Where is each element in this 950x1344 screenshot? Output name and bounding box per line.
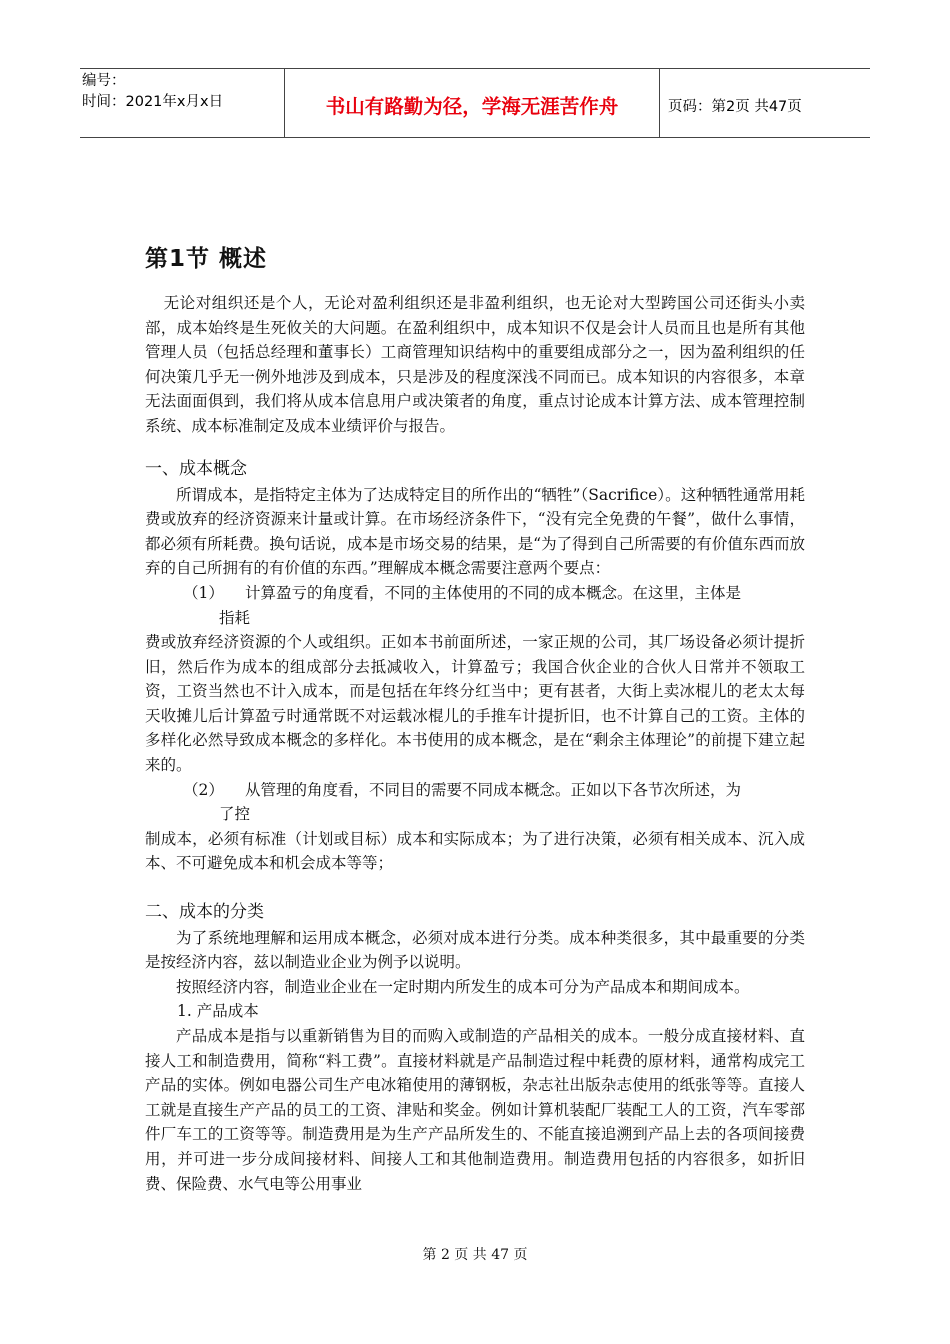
point-1-continuation: 指耗 (219, 608, 251, 627)
spacer (145, 876, 805, 900)
point-2-text: 从管理的角度看，不同目的需要不同成本概念。正如以下各节次所述，为 (245, 780, 742, 799)
document-body (145, 240, 805, 1196)
point-2-continuation: 了控 (219, 805, 251, 824)
section-title: 第1节 概述 (145, 246, 268, 272)
point-1 (145, 581, 805, 630)
page-header (80, 68, 870, 138)
point-2 (145, 778, 805, 827)
page-footer: 第 2 页 共 47 页 (422, 1247, 528, 1263)
product-cost-paragraph: 产品成本是指与以重新销售为目的而购入或制造的产品相关的成本。一般分成直接材料、直接人工和制造费用，简称“料工费”。直接材料就是产品制造过程中耗费的原材料，通常构成完工产品的实体。例如电器公司生产电冰箱使用的薄钢板，杂志社出版杂志使用的纸张等等。直接人工就是直接生产产品的员工的工资、津贴和奖金。例如计算机装配厂装配工人的工资，汽车零部件厂车工的工资等等。制造费用是为生产产品所发生的、不能直接追溯到产品上去的各项间接费用，并可进一步分成间接材料、间接人工和其他制造费用。制造费用包括的内容很多，如折旧费、保险费、水气电等公用事业 (145, 1027, 805, 1193)
doc-code-label: 编号： (82, 73, 126, 89)
header-page-info: 页码：第2页 共47页 (668, 98, 802, 115)
classification-paragraph-2: 按照经济内容，制造业企业在一定时期内所发生的成本可分为产品成本和期间成本。 (176, 977, 750, 996)
doc-time-label: 时间：2021年x月x日 (82, 94, 224, 110)
header-meta (80, 69, 285, 137)
product-cost-heading: 1. 产品成本 (177, 1002, 259, 1021)
classification-paragraph-1: 为了系统地理解和运用成本概念，必须对成本进行分类。成本种类很多，其中最重要的分类是按经济内容，兹以制造业企业为例予以说明。 (145, 928, 805, 972)
concept-heading: 一、成本概念 (145, 458, 247, 479)
point-1-text: 计算盈亏的角度看，不同的主体使用的不同的成本概念。在这里，主体是 (245, 583, 742, 602)
header-motto: 书山有路勤为径，学海无涯苦作舟 (285, 69, 660, 137)
point-1-body: 费或放弃经济资源的个人或组织。正如本书前面所述，一家正规的公司，其厂场设备必须计提折旧，然后作为成本的组成部分去抵减收入，计算盈亏；我国合伙企业的合伙人日常并不领取工资，工资当然也不计入成本，而是包括在年终分红当中；更有甚者，大街上卖冰棍儿的老太太每天收摊儿后计算盈亏时通常既不对运载冰棍儿的手推车计提折旧，也不计算自己的工资。主体的多样化必然导致成本概念的多样化。本书使用的成本概念，是在“剩余主体理论”的前提下建立起来的。 (145, 632, 805, 774)
point-2-body: 制成本，必须有标准（计划或目标）成本和实际成本；为了进行决策，必须有相关成本、沉入成本、不可避免成本和机会成本等等； (145, 829, 805, 873)
classification-heading: 二、成本的分类 (145, 901, 264, 922)
point-1-number: （1） (183, 583, 224, 602)
intro-paragraph: 无论对组织还是个人，无论对盈利组织还是非盈利组织，也无论对大型跨国公司还街头小卖部，成本始终是生死攸关的大问题。在盈利组织中，成本知识不仅是会计人员而且也是所有其他管理人员（包括总经理和董事长）工商管理知识结构中的重要组成部分之一，因为盈利组织的任何决策几乎无一例外地涉及到成本，只是涉及的程度深浅不同而已。成本知识的内容很多，本章无法面面俱到，我们将从成本信息用户或决策者的角度，重点讨论成本计算方法、成本管理控制系统、成本标准制定及成本业绩评价与报告。 (145, 294, 805, 435)
concept-paragraph: 所谓成本，是指特定主体为了达成特定目的所作出的“牺牲”（Sacrifice）。这种牺牲通常用耗费或放弃的经济资源来计量或计算。在市场经济条件下，“没有完全免费的午餐”，做什么事情，都必须有所耗费。换句话说，成本是市场交易的结果，是“为了得到自己所需要的有价值东西而放弃的自己所拥有的有价值的东西。”理解成本概念需要注意两个要点： (145, 485, 805, 578)
point-2-number: （2） (183, 780, 224, 799)
